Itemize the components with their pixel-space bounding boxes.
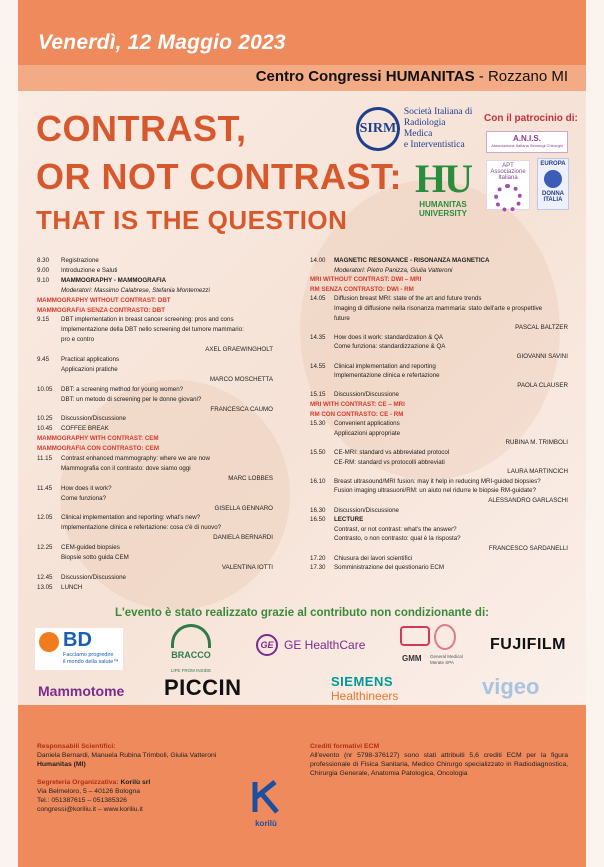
sirm-mark: SIRM xyxy=(356,107,400,151)
program-time: 8.30 xyxy=(37,257,50,264)
program-left-column xyxy=(37,257,273,602)
program-time: 9.15 xyxy=(37,316,50,324)
piccin-logo: PICCIN xyxy=(164,675,242,700)
section-heading: RM SENZA CONTRASTO: DWI - RM xyxy=(310,285,414,293)
program-time: 11.45 xyxy=(37,484,53,492)
program-time: 10.45 xyxy=(37,425,53,433)
program-time: 9.10 xyxy=(37,276,50,284)
section-heading: MRI WITH CONTRAST: CE – MRI xyxy=(310,401,405,408)
program-text: Chiusura dei lavori scientifici xyxy=(334,554,413,562)
ecm-text: All'evento (nr 5798-376127) sono stati attribuiti 5,6 crediti ECM per la figura professionale di Fisica Sanitaria, Medico Chirurgo specializzato in Radiodiagnostica, Chirurgia Generale, Anatomia Patologica, Oncologia xyxy=(310,752,568,777)
program-text: How does it work: standardization & QA xyxy=(334,333,444,341)
anis-logo: A.N.I.S. Associazione Italiana Senologi Chirurghi xyxy=(486,131,568,153)
ge-healthcare-logo: GE GE HealthCare xyxy=(256,634,366,658)
program-time: 16.50 xyxy=(310,516,326,524)
sirm-logo xyxy=(356,106,476,152)
program-text: Practical applications xyxy=(61,356,120,363)
program-time: 14.00 xyxy=(310,257,326,264)
program-text: Contrast, or not contrast: what's the answer? xyxy=(334,525,457,533)
bracco-logo: BRACCO LIFE FROM INSIDE xyxy=(163,624,219,676)
program-text: Come funziona? xyxy=(61,494,107,502)
title-line-3: THAT IS THE QUESTION xyxy=(36,205,348,235)
sirm-text: Società Italiana di Radiologia Medica e Interventistica xyxy=(403,107,473,150)
program-text: DBT: a screening method for young women? xyxy=(61,385,184,393)
speaker-name: LAURA MARTINCICH xyxy=(507,468,568,476)
seg-contact-link[interactable]: congressi@koriliu.it – www.koriliu.it xyxy=(37,806,143,813)
program-text: Mammografia con il contrasto: dove siamo oggi xyxy=(61,464,191,472)
program-text: Contrast enhanced mammography: where we are now xyxy=(61,455,210,462)
program-time: 14.35 xyxy=(310,333,326,341)
program-text: DBT: un metodo di screening per le donne giovani? xyxy=(61,395,202,403)
patrocinio-label: Con il patrocinio di: xyxy=(484,113,578,124)
program-text: CE-MRI: standard vs abbreviated protocol xyxy=(334,449,450,456)
program-text: Convenient applications xyxy=(334,420,400,428)
program-text: Implementazione clinica e refertazione: cosa c'è di nuovo? xyxy=(61,524,222,532)
program-text: Registrazione xyxy=(61,257,99,264)
program-text: Discussion/Discussione xyxy=(61,573,126,581)
program-text: Applicazioni appropriate xyxy=(334,429,401,437)
vigeo-logo: vigeo xyxy=(482,674,540,699)
program-text: Imaging di diffusione nella risonanza mammaria: stato dell'arte e prospettive xyxy=(334,305,543,312)
fujifilm-logo: FUJIFILM xyxy=(490,636,566,653)
program-text: Discussion/Discussione xyxy=(61,415,126,423)
korilu-logo: korilù xyxy=(246,780,286,830)
section-heading: MRI WITHOUT CONTRAST: DWI – MRI xyxy=(310,276,422,284)
mammotome-logo: Mammotome xyxy=(38,683,125,699)
program-time: 16.30 xyxy=(310,506,326,514)
program-text: future xyxy=(334,314,350,322)
korilu-mark-icon xyxy=(251,780,281,814)
program-text: Biopsie sotto guida CEM xyxy=(61,554,129,561)
program-text: MAMMOGRAPHY - MAMMOGRAFIA xyxy=(61,276,167,284)
program-text: Come funziona: standardizzazione & QA xyxy=(334,343,446,351)
speaker-name: GIOVANNI SAVINI xyxy=(516,353,568,360)
speaker-name: GISELLA GENNARO xyxy=(214,504,273,512)
program-text: Discussion/Discussione xyxy=(334,391,399,399)
sponsors-title: L'evento è stato realizzato grazie al contributo non condizionante di: xyxy=(115,607,489,619)
program-text: Applicazioni pratiche xyxy=(61,365,118,373)
seg-address: Via Belmeloro, 5 – 40126 Bologna xyxy=(37,788,141,795)
seg-line: Segreteria Organizzativa: Korilù srl xyxy=(37,779,151,786)
program-text: pro e contro xyxy=(61,336,95,344)
program-time: 10.05 xyxy=(37,385,53,393)
speaker-name: DANIELA BERNARDI xyxy=(213,534,273,542)
program-time: 12.45 xyxy=(37,573,53,581)
program-text: Breast ultrasound/MRI fusion: may it help in reducing MRI-guided biopsies? xyxy=(334,477,541,485)
program-text: Implementazione clinica e refertazione xyxy=(334,372,440,380)
venue-strip xyxy=(18,65,586,91)
program-time: 12.05 xyxy=(37,514,53,522)
program-time: 16.10 xyxy=(310,477,326,485)
resp-place: Humanitas (MI) xyxy=(37,761,86,768)
program-text: CE-RM: standard vs protocolli abbreviati xyxy=(334,458,445,466)
resp-names: Daniela Bernardi, Manuela Rubina Trimboli, Giulia Vatteroni xyxy=(37,752,217,759)
europa-donna-logo: EUROPA DONNA ITALIA xyxy=(537,158,569,210)
program-time: 15.30 xyxy=(310,420,326,428)
program-time: 14.05 xyxy=(310,295,326,303)
bd-logo: BD Facciamo progredire il mondo della salute™ xyxy=(35,628,123,670)
speaker-name: FRANCESCO SARDANELLI xyxy=(488,545,568,552)
section-heading: MAMMOGRAFIA SENZA CONTRASTO: DBT xyxy=(37,306,165,314)
program-text: COFFEE BREAK xyxy=(61,425,109,433)
program-text: DBT implementation in breast cancer screening: pros and cons xyxy=(61,316,234,324)
seg-tel: Tel.: 051387615 – 051385326 xyxy=(37,797,127,804)
program-text: How does it work? xyxy=(61,484,112,492)
title-line-1: CONTRAST, xyxy=(36,108,247,149)
speaker-name: PASCAL BALTZER xyxy=(515,324,568,332)
gmm-logo: GMM General Medical Merate SPA xyxy=(400,624,480,676)
program-text: Clinical implementation and reporting: what's new? xyxy=(61,514,201,522)
speaker-name: RUBINA M. TRIMBOLI xyxy=(505,439,568,447)
program-text: Implementazione della DBT nello screening del tumore mammario: xyxy=(61,326,244,334)
program-time: 9.00 xyxy=(37,266,50,274)
footer-right xyxy=(310,742,568,778)
title-line-2: OR NOT CONTRAST: xyxy=(36,156,402,197)
section-heading: MAMMOGRAPHY WITH CONTRAST: CEM xyxy=(37,435,159,443)
program-text: Somministrazione del questionario ECM xyxy=(334,564,445,572)
program-text: LECTURE xyxy=(334,516,364,524)
siemens-healthineers-logo: SIEMENS Healthineers xyxy=(331,674,399,703)
speaker-name: MARCO MOSCHETTA xyxy=(209,375,273,383)
footer-left xyxy=(37,742,216,814)
program-time: 10.25 xyxy=(37,415,53,423)
program-text: Contrasto, o non contrasto: qual è la risposta? xyxy=(334,535,461,543)
speaker-name: VALENTINA IOTTI xyxy=(221,563,273,571)
speaker-name: PAOLA CLAUSER xyxy=(517,381,568,389)
apt-logo: APT Associazione Italiana xyxy=(486,160,530,210)
program-time: 11.15 xyxy=(37,455,53,462)
program-text: Fusion imaging ultrasuoni/RM: un aiuto nel ridurre le biopsie RM-guidate? xyxy=(334,487,536,495)
top-banner xyxy=(18,0,586,65)
ecm-title: Crediti formativi ECM xyxy=(310,743,380,750)
speaker-name: ALESSANDRO GARLASCHI xyxy=(488,497,568,504)
program-right-column xyxy=(310,257,568,602)
program-time: 14.55 xyxy=(310,362,326,370)
program-text: Moderatori: Pietro Panizza, Giulia Vatteroni xyxy=(334,266,453,274)
speaker-name: FRANCESCA CAUMO xyxy=(210,405,273,413)
humanitas-university-logo: HU HUMANITAS UNIVERSITY xyxy=(415,156,471,218)
program-text: Introduzione e Saluti xyxy=(61,266,118,274)
speaker-name: AXEL GRAEWINGHOLT xyxy=(205,346,273,354)
program-time: 15.50 xyxy=(310,449,326,456)
program-text: Discussion/Discussione xyxy=(334,506,399,514)
program-time: 12.25 xyxy=(37,544,53,552)
program-time: 9.45 xyxy=(37,356,50,363)
program-time: 17.20 xyxy=(310,554,326,562)
section-heading: RM CON CONTRASTO: CE - RM xyxy=(310,410,404,418)
speaker-name: MARC LOBBES xyxy=(228,474,273,482)
program-text: CEM-guided biopsies xyxy=(61,544,120,552)
venue: Centro Congressi HUMANITAS - Rozzano MI xyxy=(255,68,568,85)
program-text: MAGNETIC RESONANCE - RISONANZA MAGNETICA xyxy=(334,257,490,264)
program-text: Moderatori: Massimo Calabrese, Stefania Montemezzi xyxy=(61,286,210,294)
program-time: 13.05 xyxy=(37,583,53,591)
section-heading: MAMMOGRAFIA CON CONTRASTO: CEM xyxy=(37,445,160,453)
section-heading: MAMMOGRAPHY WITHOUT CONTRAST: DBT xyxy=(37,296,171,304)
program-time: 17.30 xyxy=(310,564,326,572)
program-text: Diffusion breast MRI: state of the art and future trends xyxy=(334,295,482,303)
program-text: LUNCH xyxy=(61,583,83,591)
resp-title: Responsabili Scientifici: xyxy=(37,743,116,750)
program-time: 15.15 xyxy=(310,391,326,399)
program-text: Clinical implementation and reporting xyxy=(334,362,436,370)
event-date: Venerdì, 12 Maggio 2023 xyxy=(38,31,286,54)
